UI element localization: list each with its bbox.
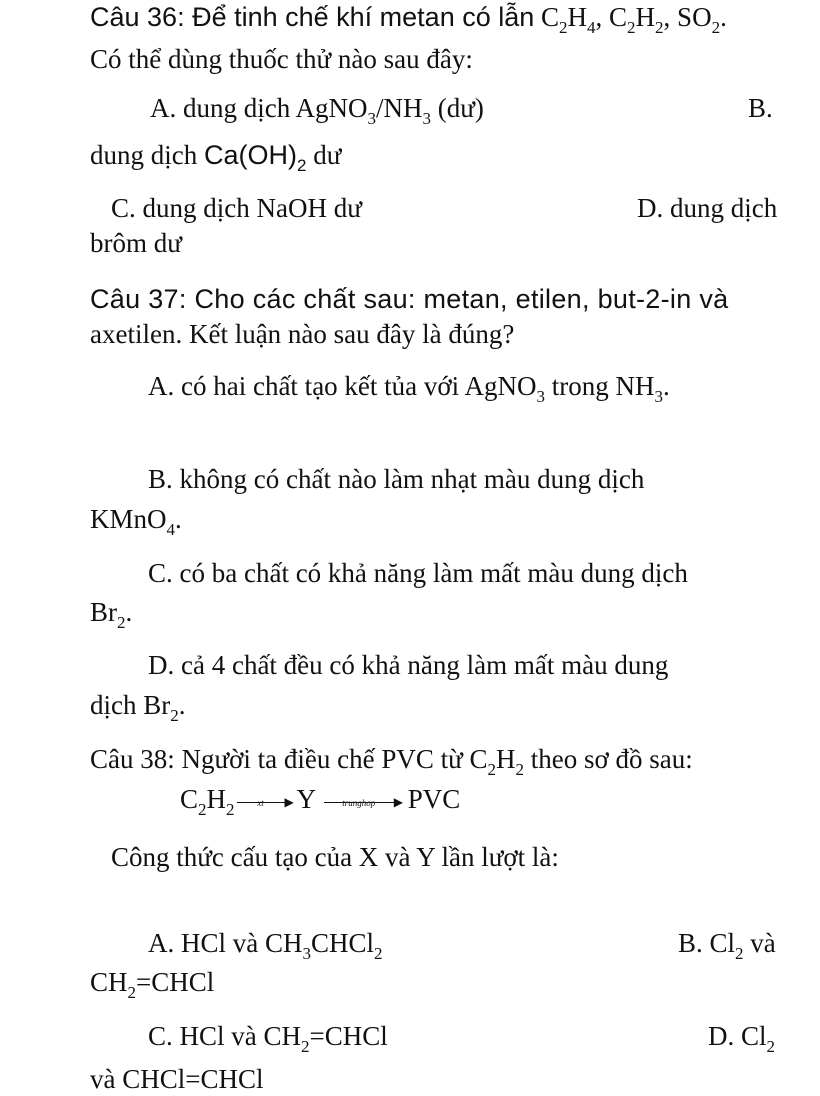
q36-option-c: C. dung dịch NaOH dư	[111, 193, 362, 223]
q37-option-c-cont: $Br_2$.	[90, 597, 133, 632]
q38-question: Công thức cấu tạo của X và Y lần lượt là:	[111, 842, 559, 872]
q37-option-b-cont: KMnO$_4$.	[90, 504, 182, 539]
q37-option-d: D. cả 4 chất đều có khả năng làm mất màu dung	[148, 650, 669, 680]
formula-ch2-chcl: $CH_2=CHCl$	[90, 967, 215, 1002]
reaction-arrow-icon: trunghop ▶	[322, 792, 408, 812]
q38-option-d-cont: và CHCl=CHCl	[90, 1064, 264, 1094]
formula-ch3chcl2: $CH_3CHCl_2$	[265, 928, 383, 963]
q38-option-b: B. $Cl_2$ và	[678, 928, 776, 963]
q38-option-d: D. $Cl_2$	[708, 1021, 776, 1056]
q38-option-b-cont	[90, 965, 215, 1002]
q36-line-1: Câu 36: Để tinh chế khí metan có lẫn $C_2H_4$, $C_2H_2$, $SO_2$.	[90, 2, 727, 37]
q36-option-a: A. dung dịch $AgNO_3/NH_3$ (dư)	[150, 93, 484, 128]
formula-agno3-nh3: $AgNO_3/NH_3$	[295, 93, 431, 128]
q38-option-a: A. HCl và $CH_3CHCl_2$	[148, 928, 383, 963]
q37-option-c: C. có ba chất có khả năng làm mất màu dung dịch	[148, 558, 688, 588]
formula-caoh2: $Ca(OH)_2$	[204, 140, 307, 175]
formula-nh3: $NH_3$	[615, 371, 663, 406]
formula-c2h2: $C_2H_2$	[469, 744, 525, 779]
formula-c2h2: $C_2H_2$	[609, 2, 664, 37]
formula-cl2: $Cl_2$	[709, 928, 744, 963]
q38-line-1: Câu 38: Người ta điều chế PVC từ $C_2H_2$ theo sơ đồ sau:	[90, 744, 693, 779]
q36-line-2: Có thể dùng thuốc thử nào sau đây:	[90, 44, 473, 74]
formula-br2: $Br_2$	[143, 690, 179, 725]
reaction-scheme: $C_2H_2$ xt ▶ Y trunghop ▶ PVC	[180, 784, 461, 819]
q37-option-b: B. không có chất nào làm nhạt màu dung dịch	[148, 464, 645, 494]
formula-c2h4: $C_2H_4$	[541, 2, 596, 37]
q37-line-2: axetilen. Kết luận nào sau đây là đúng?	[90, 319, 515, 349]
formula-ch2-chcl: $CH_2=CHCl$	[263, 1021, 388, 1056]
q37-option-d-cont: dịch $Br_2$.	[90, 690, 186, 725]
reaction-arrow-icon: xt ▶	[235, 792, 297, 812]
q36-option-b-label: B.	[748, 93, 773, 123]
q36-option-b: dung dịch $Ca(OH)_2$ dư	[90, 140, 342, 175]
q37-option-a: A. có hai chất tạo kết tủa với AgNO$_3$ trong $NH_3$.	[148, 371, 670, 406]
formula-kmno4: KMnO$_4$	[90, 504, 176, 539]
formula-agno3: AgNO$_3$	[464, 371, 545, 406]
q36-option-d-cont: brôm dư	[90, 228, 182, 258]
q38-option-c: C. HCl và $CH_2=CHCl$	[148, 1021, 388, 1056]
q37-line-1: Câu 37: Cho các chất sau: metan, etilen, but-2-in và	[90, 284, 729, 314]
formula-br2: $Br_2$	[90, 597, 126, 632]
scheme-c2h2: $C_2H_2$	[180, 784, 235, 819]
q36-option-d: D. dung dịch	[637, 193, 778, 223]
formula-so2: $SO_2$	[677, 2, 721, 37]
formula-cl2: $Cl_2$	[741, 1021, 776, 1056]
